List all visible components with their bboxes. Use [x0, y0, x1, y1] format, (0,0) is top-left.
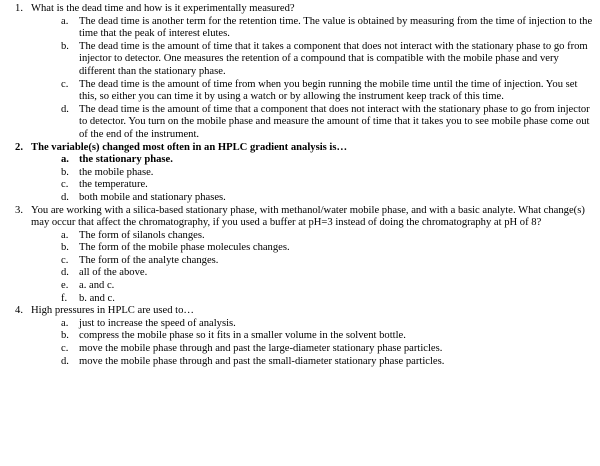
question-number: 1.	[15, 3, 23, 14]
answer-options	[61, 230, 594, 306]
answer-option	[61, 179, 594, 192]
question-4	[3, 305, 594, 318]
answer-option	[61, 255, 594, 268]
option-letter: d.	[61, 355, 69, 367]
option-letter: d.	[61, 267, 69, 279]
answer-options	[61, 16, 594, 142]
answer-option	[61, 267, 594, 280]
question-number: 2.	[15, 141, 23, 153]
option-text: move the mobile phase through and past the large-diameter stationary phase particles.	[79, 343, 443, 355]
option-letter: c.	[61, 343, 69, 355]
option-text: the stationary phase.	[79, 154, 173, 166]
option-letter: c.	[61, 179, 69, 191]
question-number: 4.	[15, 305, 23, 317]
option-letter: b.	[61, 166, 69, 178]
answer-option	[61, 167, 594, 180]
option-text: The dead time is the amount of time that a component that does not interact with the stationary phase to go from injector to detector. You turn on the mobile phase and measure the amount of time that it takes you to see mobile phase come out of the end of the instrument.	[79, 103, 590, 140]
option-text: The dead time is the amount of time from when you begin running the mobile time until the time of injection. You set this, so either you can time it by using a watch or by allowing the instrument keep track of this time.	[79, 78, 578, 103]
option-letter: a.	[61, 154, 69, 166]
option-letter: e.	[61, 280, 69, 292]
answer-option	[61, 318, 594, 331]
option-text: both mobile and stationary phases.	[79, 191, 226, 203]
option-text: all of the above.	[79, 267, 148, 279]
option-letter: d.	[61, 191, 69, 203]
option-text: b. and c.	[79, 292, 115, 304]
option-text: the mobile phase.	[79, 166, 154, 178]
answer-option	[61, 230, 594, 243]
question-1	[3, 3, 594, 16]
option-letter: b.	[61, 40, 69, 52]
answer-option	[61, 192, 594, 205]
option-letter: a.	[61, 317, 69, 329]
option-text: just to increase the speed of analysis.	[79, 317, 236, 329]
answer-option	[61, 280, 594, 293]
option-letter: a.	[61, 229, 69, 241]
answer-option	[61, 104, 594, 142]
option-letter: f.	[61, 292, 68, 304]
answer-option	[61, 343, 594, 356]
option-text: The dead time is another term for the retention time. The value is obtained by measuring from the time of injection to the time that the peak of interest elutes.	[79, 15, 593, 40]
option-text: The dead time is the amount of time that it takes a component that does not interact with the stationary phase to go from injector to detector. One measures the retention of a compound that is compatible with the mobile phase and very different than the stationary phase.	[79, 40, 588, 77]
question-number: 3.	[15, 204, 23, 216]
option-text: a. and c.	[79, 280, 115, 292]
option-letter: b.	[61, 242, 69, 254]
answer-options	[61, 318, 594, 368]
option-letter: a.	[61, 15, 69, 27]
question-3	[3, 205, 594, 230]
question-text: What is the dead time and how is it experimentally measured?	[31, 3, 295, 14]
answer-option	[61, 16, 594, 41]
answer-option	[61, 242, 594, 255]
question-text: The variable(s) changed most often in an HPLC gradient analysis is…	[31, 141, 348, 153]
option-text: move the mobile phase through and past the small-diameter stationary phase particles.	[79, 355, 445, 367]
option-text: the temperature.	[79, 179, 148, 191]
option-letter: d.	[61, 103, 69, 115]
answer-option	[61, 79, 594, 104]
answer-options	[61, 154, 594, 204]
option-text: The form of silanols changes.	[79, 229, 205, 241]
question-text: You are working with a silica-based stationary phase, with methanol/water mobile phase, and with a basic analyte. What change(s) may occur that affect the chromatography, if you used a buffer at pH=3 instead of doing the chromatography at pH of 8?	[31, 204, 585, 229]
answer-option	[61, 41, 594, 79]
question-2	[3, 142, 594, 155]
option-letter: c.	[61, 254, 69, 266]
answer-option	[61, 154, 594, 167]
answer-option	[61, 356, 594, 369]
option-letter: c.	[61, 78, 69, 90]
option-text: The form of the mobile phase molecules changes.	[79, 242, 290, 254]
answer-option	[61, 330, 594, 343]
option-text: The form of the analyte changes.	[79, 254, 219, 266]
answer-option	[61, 293, 594, 306]
option-text: compress the mobile phase so it fits in a smaller volume in the solvent bottle.	[79, 330, 406, 342]
option-letter: b.	[61, 330, 69, 342]
question-text: High pressures in HPLC are used to…	[31, 305, 195, 317]
